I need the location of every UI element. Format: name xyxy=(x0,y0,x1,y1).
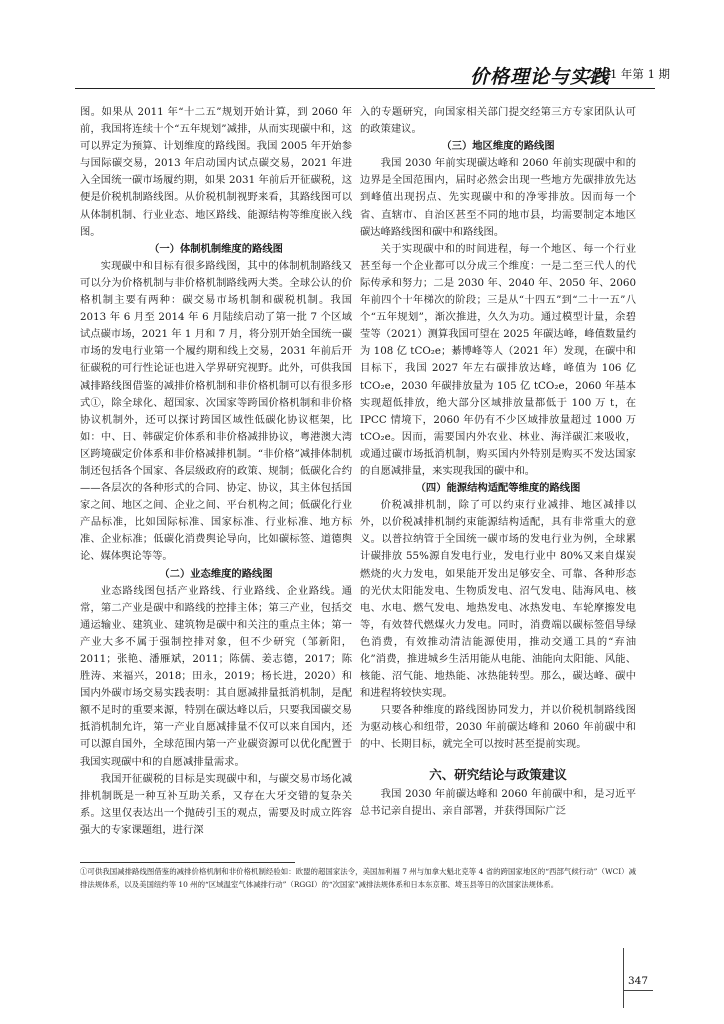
subsection-heading: （四）能源结构适配等维度的路线图 xyxy=(415,482,581,495)
paragraph: 价税减排机制，除了可以约束行业减排、地区减排以外，以价税减排机制约束能源结构适配，具有非常重大的意义。以普拉纳管于全国统一碳市场的发电行业为例，全球累计碳排放 55%源自发电行业，发电行业中 80%又来自煤炭燃烧的火力发电，如果能开发出足够安全、可靠、各种形态的光伏太阳能发电、生物质发电、沼气发电、陆海风电、核电、水电、燃气发电、地热发电、冰热发电、车轮摩擦发电等，有效替代燃煤火力发电。同时，消费端以碳标签倡导绿色消费，有效推动清洁能源使用，推动交通工具的“弃油化”消费，推进城乡生活用能从电能、油能向太阳能、风能、核能、沼气能、地热能、冰热能转型。那么，碳达峰、碳中和进程将较快实现。 xyxy=(360,499,636,700)
footnote-rule xyxy=(80,862,295,863)
left-column xyxy=(80,104,352,839)
page-number: 347 xyxy=(628,975,649,987)
paragraph: 图。如果从 2011 年“十二五”规划开始计算，到 2060 年前，我国将连续十个“五年规划”减排，从而实现碳中和，这可以界定为预算、计划维度的路线图。我国 2005 年开始参与国际碳交易，2013 年启动国内试点碳交易，2021 年进入全国统一碳市场履约期，如果 2031 年前后开征碳税，这便是价税机制路线图。从价税机制视野来看，其路线图可以从体制机制、行业业态、地区路线、能源结构等维度嵌入线图。 xyxy=(80,106,352,238)
right-column xyxy=(360,104,636,820)
paragraph: 关于实现碳中和的时间进程，每一个地区、每一个行业甚至每一个企业都可以分成三个维度：一是二至三代人的代际传承和努力；二是 2030 年、2040 年、2050 年、2060 年前四个十年梯次的阶段；三是从“十四五”到“二十一五”八个“五年规划”，渐次推进，久久为功。通过模型计量，余碧莹等（2021）测算我国可望在 2025 年碳达峰，峰值数量约为 108 亿 tCO₂e；綦博峰等人（2021 年）发现，在碳中和目标下，我国 2027 年左右碳排放达峰，峰值为 106 亿 tCO₂e，2030 年碳排放量为 105 亿 tCO₂e，2060 年基本实现超低排放，绝大部分区域排放量都低于 100 万 t，在 IPCC 情境下，2060 年仍有不少区域排放量超过 1000 万 tCO₂e。因而，需要国内外农业、林业、海洋碳汇来吸收，或通过碳市场抵消机制，购买国内外特别是购买不发达国家的自愿减排量，来实现我国的碳中和。 xyxy=(360,242,636,477)
paragraph: 入的专题研究，向国家相关部门提交经第三方专家团队认可的政策建议。 xyxy=(360,106,636,136)
journal-issue: 2021 年第 1 期 xyxy=(588,67,671,81)
page-rule-horizontal xyxy=(623,990,653,991)
journal-title: 价格理论与实践 xyxy=(470,66,611,88)
paragraph: 业态路线图包括产业路线、行业路线、企业路线。通常，第二产业是碳中和路线的控排主体；第三产业，包括交通运输业、建筑业、建筑物是碳中和关注的重点主体；第一产业大多不属于强制控排对象，但不少研究（邹新阳，2011；张艳、潘雁斌，2011；陈儒、姜志德，2017；陈胜涛、来福兴，2018；田永，2019；杨长进，2020）和国内外碳市场交易实践表明：其自愿减排量抵消机制，是配额不足时的重要来源，特别在碳达峰以后，只要我国碳交易抵消机制允许，第一产业自愿减排量不仅可以来自国内，还可以源自国外，全球范围内第一产业碳资源可以优化配置于我国实现碳中和的自愿减排量需求。 xyxy=(80,584,352,768)
section-heading: 六、研究结论与政策建议 xyxy=(429,766,567,782)
paragraph: 只要各种维度的路线图协同发力，并以价税机制路线图为驱动核心和纽带，2030 年前碳达峰和 2060 年前碳中和的中、长期目标，就完全可以按时甚至提前实现。 xyxy=(360,704,636,751)
subsection-heading: （二）业态维度的路线图 xyxy=(159,567,273,580)
paragraph: 实现碳中和目标有很多路线图，其中的体制机制路线又可以分为价格机制与非价格机制路线两大类。全球公认的价格机制主要有两种：碳交易市场机制和碳税机制。我国 2013 年 6 月至 2014 年 6 月陆续启动了第一批 7 个区域试点碳市场，2021 年 1 月和 7 月，将分别开始全国统一碳市场的发电行业第一个履约期和线上交易，2031 年前后开征碳税的可行性论证也进入学界研究视野。此外，可供我国减排路线图借鉴的减排价格机制和非价格机制可以有很多形式①，除全球化、超国家、次国家等跨国价格机制和非价格协议机制外，还可以探讨跨国区域性低碳化协议框架，比如：中、日、韩碳定价体系和非价格减排协议，粤港澳大湾区跨境碳定价体系和非价格减排机制。“非价格”减排体制机制还包括各个国家、各层级政府的政策、规制；低碳化合约——各层次的各种形式的合同、协定、协议，其主体包括国家之间、地区之间、企业之间、平台机构之间；低碳化行业产品标准，比如国际标准、国家标准、行业标准、地方标准、企业标准；低碳化消费舆论导向，比如碳标签、道德舆论、媒体舆论等等。 xyxy=(80,259,352,563)
footnote: ①可供我国减排路线图借鉴的减排价格机制和非价格机制经验如：欧盟的超国家法令，美国加利福 7 州与加拿大魁北克等 4 省的跨国家地区的“西部气候行动”（WCI）减排法规体系，以及美国纽约等 10 州的“区域温室气体减排行动”（RGGI）的“次国家”减排法规体系和日本东京都、埼玉县等日的次国家法规体系。 xyxy=(80,867,636,889)
paragraph: 我国 2030 年前实现碳达峰和 2060 年前实现碳中和的边界是全国范围内，届时必然会出现一些地方先碳排放先达到峰值出现拐点、先实现碳中和的净零排放。因而每一个省、直辖市、自治区甚至不同的地市县，均需要制定本地区碳达峰路线图和碳中和路线图。 xyxy=(360,157,636,238)
subsection-heading: （一）体制机制维度的路线图 xyxy=(149,242,283,255)
subsection-heading: （三）地区维度的路线图 xyxy=(441,140,555,153)
header-rule xyxy=(75,88,655,89)
page-rule xyxy=(623,948,624,1008)
paragraph: 我国 2030 年前碳达峰和 2060 年前碳中和，是习近平总书记亲自提出、亲自部署，并获得国际广泛 xyxy=(360,787,636,817)
paragraph: 我国开征碳税的目标是实现碳中和，与碳交易市场化减排机制既是一种互补互助关系，又存在大牙交错的复杂关系。这里仅表达出一个抛砖引玉的观点，需要及时成立阵容强大的专家课题组，进行深 xyxy=(80,772,352,836)
